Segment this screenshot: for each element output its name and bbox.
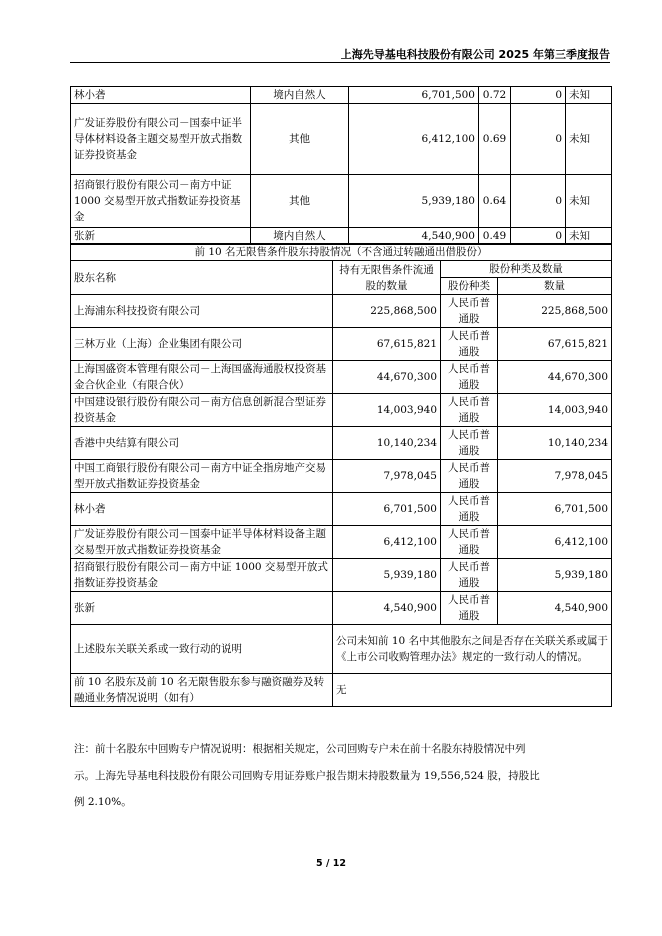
share-class: 人民币普通股 [441, 592, 498, 625]
pledge-status: 未知 [566, 175, 612, 228]
pledge-status: 未知 [566, 87, 612, 104]
shareholder-name: 中国建设银行股份有限公司－南方信息创新混合型证券投资基金 [71, 394, 333, 427]
margin-trading-text: 无 [333, 674, 612, 707]
table-row [71, 592, 612, 625]
table-row [71, 559, 612, 592]
share-quantity: 4,540,900 [498, 592, 612, 625]
share-count: 4,540,900 [349, 228, 479, 245]
note-line-3: 例 2.10%。 [74, 796, 132, 808]
pledge-status: 未知 [566, 104, 612, 175]
table-row [71, 228, 612, 245]
shareholder-name: 招商银行股份有限公司－南方中证 1000 交易型开放式指数证券投资基金 [71, 559, 333, 592]
share-quantity: 225,868,500 [498, 295, 612, 328]
table-row [71, 175, 612, 228]
page-number: 5 / 12 [316, 858, 346, 869]
table-row [71, 361, 612, 394]
restricted-shares: 0 [511, 104, 566, 175]
table-row [71, 394, 612, 427]
share-ratio: 0.69 [479, 104, 511, 175]
col-header-name: 股东名称 [71, 261, 333, 295]
shareholder-name: 张新 [71, 592, 333, 625]
share-class: 人民币普通股 [441, 460, 498, 493]
shareholder-type: 其他 [251, 104, 349, 175]
share-count: 6,412,100 [349, 104, 479, 175]
share-class: 人民币普通股 [441, 493, 498, 526]
col-header-qty: 数量 [498, 278, 612, 295]
share-quantity: 6,412,100 [498, 526, 612, 559]
unrestricted-holding: 4,540,900 [333, 592, 441, 625]
share-quantity: 14,003,940 [498, 394, 612, 427]
share-ratio: 0.64 [479, 175, 511, 228]
shareholder-name: 上海国盛资本管理有限公司－上海国盛海通股权投资基金合伙企业（有限合伙） [71, 361, 333, 394]
shareholder-name: 招商银行股份有限公司－南方中证 1000 交易型开放式指数证券投资基金 [71, 175, 251, 228]
restricted-shares: 0 [511, 228, 566, 245]
unrestricted-holding: 225,868,500 [333, 295, 441, 328]
share-count: 6,701,500 [349, 87, 479, 104]
unrestricted-shareholders-table [70, 243, 612, 707]
shareholder-name: 香港中央结算有限公司 [71, 427, 333, 460]
shareholder-name: 广发证券股份有限公司－国泰中证半导体材料设备主题交易型开放式指数证券投资基金 [71, 526, 333, 559]
col-header-holding: 持有无限售条件流通股的数量 [333, 261, 441, 295]
unrestricted-holding: 7,978,045 [333, 460, 441, 493]
top-shareholders-table-continued [70, 86, 612, 245]
related-party-row [71, 625, 612, 674]
shareholder-name: 上海浦东科技投资有限公司 [71, 295, 333, 328]
table-row [71, 104, 612, 175]
share-class: 人民币普通股 [441, 361, 498, 394]
share-class: 人民币普通股 [441, 328, 498, 361]
share-quantity: 7,978,045 [498, 460, 612, 493]
share-ratio: 0.72 [479, 87, 511, 104]
pledge-status: 未知 [566, 228, 612, 245]
shareholder-name: 张新 [71, 228, 251, 245]
share-ratio: 0.49 [479, 228, 511, 245]
section-title-row [71, 244, 612, 261]
share-class: 人民币普通股 [441, 559, 498, 592]
note-line-2: 示。上海先导基电科技股份有限公司回购专用证券账户报告期末持股数量为 19,556,524 股，持股比 [74, 770, 540, 782]
header-row [71, 261, 612, 278]
unrestricted-holding: 5,939,180 [333, 559, 441, 592]
shareholder-name: 林小砻 [71, 87, 251, 104]
share-count: 5,939,180 [349, 175, 479, 228]
share-quantity: 10,140,234 [498, 427, 612, 460]
table-row [71, 295, 612, 328]
table-row [71, 87, 612, 104]
shareholder-type: 其他 [251, 175, 349, 228]
table-row [71, 328, 612, 361]
share-quantity: 5,939,180 [498, 559, 612, 592]
shareholder-name: 林小砻 [71, 493, 333, 526]
unrestricted-holding: 14,003,940 [333, 394, 441, 427]
share-class: 人民币普通股 [441, 295, 498, 328]
col-header-class: 股份种类 [441, 278, 498, 295]
table-row [71, 526, 612, 559]
share-class: 人民币普通股 [441, 394, 498, 427]
margin-trading-label: 前 10 名股东及前 10 名无限售股东参与融资融券及转融通业务情况说明（如有） [71, 674, 333, 707]
unrestricted-holding: 44,670,300 [333, 361, 441, 394]
unrestricted-holding: 10,140,234 [333, 427, 441, 460]
note-line-1: 注：前十名股东中回购专户情况说明：根据相关规定，公司回购专户未在前十名股东持股情况中列 [74, 743, 526, 755]
share-quantity: 44,670,300 [498, 361, 612, 394]
shareholder-name: 三林万业（上海）企业集团有限公司 [71, 328, 333, 361]
unrestricted-holding: 6,701,500 [333, 493, 441, 526]
share-class: 人民币普通股 [441, 427, 498, 460]
shareholder-name: 中国工商银行股份有限公司－南方中证全指房地产交易型开放式指数证券投资基金 [71, 460, 333, 493]
shareholder-type: 境内自然人 [251, 87, 349, 104]
share-class: 人民币普通股 [441, 526, 498, 559]
unrestricted-holding: 67,615,821 [333, 328, 441, 361]
restricted-shares: 0 [511, 87, 566, 104]
header-divider [70, 62, 610, 63]
share-quantity: 6,701,500 [498, 493, 612, 526]
col-header-class-group: 股份种类及数量 [441, 261, 612, 278]
table-row [71, 427, 612, 460]
related-party-label: 上述股东关联关系或一致行动的说明 [71, 625, 333, 674]
share-quantity: 67,615,821 [498, 328, 612, 361]
shareholder-name: 广发证券股份有限公司－国泰中证半导体材料设备主题交易型开放式指数证券投资基金 [71, 104, 251, 175]
section-title: 前 10 名无限售条件股东持股情况（不含通过转融通出借股份） [71, 244, 612, 261]
margin-trading-row [71, 674, 612, 707]
related-party-text: 公司未知前 10 名中其他股东之间是否存在关联关系或属于《上市公司收购管理办法》规定的一致行动人的情况。 [333, 625, 612, 674]
table-row [71, 460, 612, 493]
restricted-shares: 0 [511, 175, 566, 228]
unrestricted-holding: 6,412,100 [333, 526, 441, 559]
shareholder-type: 境内自然人 [251, 228, 349, 245]
page-header-title: 上海先导基电科技股份有限公司 2025 年第三季度报告 [340, 48, 610, 61]
table-row [71, 493, 612, 526]
